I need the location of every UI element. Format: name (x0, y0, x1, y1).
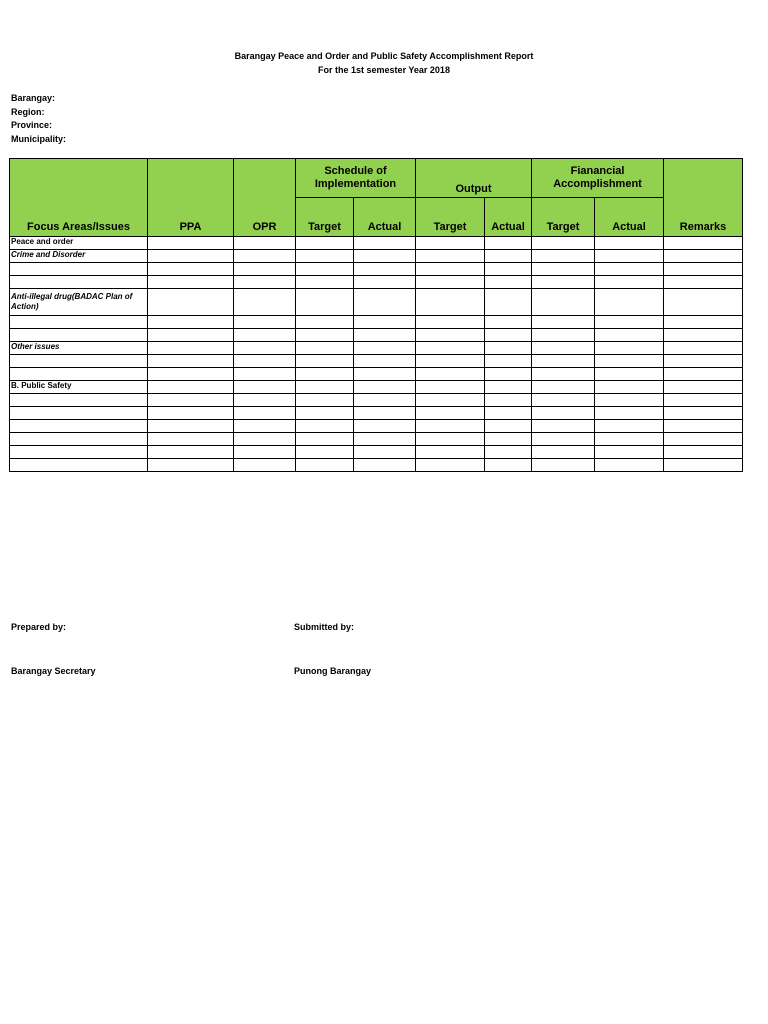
header-financial-actual: Actual (595, 198, 664, 237)
prepared-by-label: Prepared by: (11, 622, 67, 632)
table-row (10, 329, 743, 342)
municipality-label: Municipality: (11, 133, 67, 144)
table-row (10, 355, 743, 368)
table-row (10, 276, 743, 289)
header-output-target: Target (416, 198, 485, 237)
report-title-line-2: For the 1st semester Year 2018 (318, 65, 450, 75)
header-schedule: Schedule of Implementation (296, 159, 416, 198)
table-row (10, 368, 743, 381)
table-row (10, 250, 743, 263)
header-ppa: PPA (148, 159, 234, 237)
header-financial: Fianancial Accomplishment (532, 159, 664, 198)
table-row (10, 342, 743, 355)
header-remarks: Remarks (664, 159, 743, 237)
header-output: Output (416, 159, 532, 198)
table-row (10, 289, 743, 316)
table-row (10, 237, 743, 250)
header-focus-areas: Focus Areas/Issues (10, 159, 148, 237)
table-row (10, 446, 743, 459)
row-label-crime-and-disorder: Crime and Disorder (10, 250, 148, 263)
row-label-public-safety: B. Public Safety (10, 381, 148, 394)
row-label-other-issues: Other issues (10, 342, 148, 355)
table-row (10, 263, 743, 276)
table-row (10, 407, 743, 420)
row-label-anti-illegal-drug: Anti-illegal drug(BADAC Plan of Action) (10, 289, 148, 316)
province-label: Province: (11, 120, 53, 131)
barangay-secretary-label: Barangay Secretary (11, 666, 96, 676)
submitted-by-label: Submitted by: (294, 622, 354, 632)
report-title-line-1: Barangay Peace and Order and Public Safety Accomplishment Report (234, 51, 534, 61)
region-label: Region: (11, 106, 45, 117)
accomplishment-table (9, 158, 743, 472)
report-title (0, 49, 768, 77)
table-row (10, 394, 743, 407)
punong-barangay-label: Punong Barangay (294, 666, 372, 676)
table-row (10, 420, 743, 433)
table-row (10, 433, 743, 446)
barangay-label: Barangay: (11, 93, 56, 103)
header-schedule-actual: Actual (354, 198, 416, 237)
header-output-actual: Actual (485, 198, 532, 237)
header-schedule-target: Target (296, 198, 354, 237)
row-label-peace-and-order: Peace and order (10, 237, 148, 250)
table-row (10, 459, 743, 472)
table-row (10, 316, 743, 329)
header-opr: OPR (234, 159, 296, 237)
header-financial-target: Target (532, 198, 595, 237)
table-row (10, 381, 743, 394)
location-info (11, 92, 66, 146)
